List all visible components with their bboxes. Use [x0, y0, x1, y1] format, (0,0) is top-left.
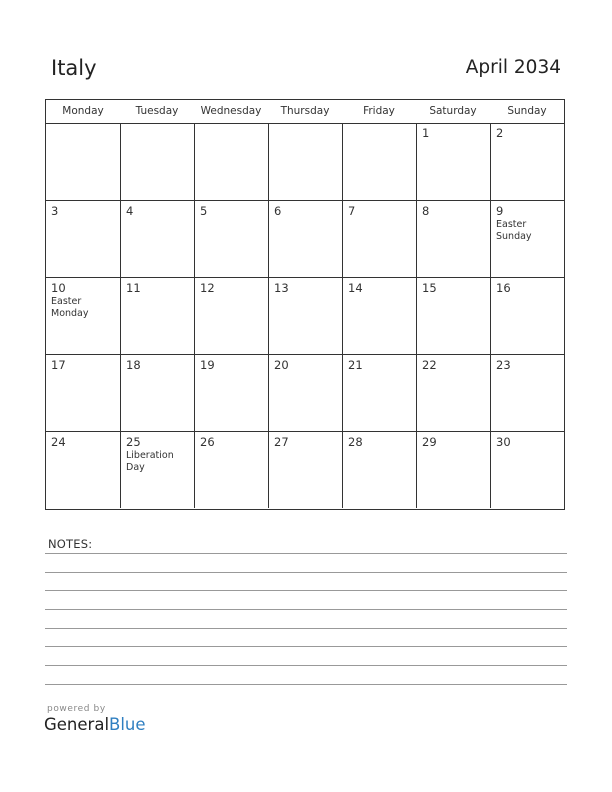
day-cell	[490, 123, 564, 200]
day-number: 3	[51, 204, 59, 218]
day-cell	[416, 354, 490, 431]
day-cell	[194, 200, 268, 277]
day-cell	[194, 431, 268, 508]
weekday-tuesday: Tuesday	[135, 105, 179, 117]
day-cell	[268, 277, 342, 354]
day-cell	[120, 123, 194, 200]
day-cell	[342, 431, 416, 508]
weekday-monday: Monday	[62, 105, 104, 117]
day-number: 30	[496, 435, 511, 449]
day-cell	[194, 123, 268, 200]
calendar-grid	[45, 99, 565, 510]
month-title: April 2034	[465, 57, 561, 78]
weekday-thursday: Thursday	[280, 105, 330, 117]
day-cell	[416, 431, 490, 508]
day-number: 8	[422, 204, 430, 218]
holiday-label: Liberation Day	[126, 450, 174, 473]
day-cell	[268, 431, 342, 508]
day-cell	[268, 200, 342, 277]
notes-label: NOTES:	[48, 537, 93, 551]
weekday-friday: Friday	[363, 105, 395, 117]
day-number: 27	[274, 435, 289, 449]
day-cell	[120, 200, 194, 277]
day-number: 16	[496, 281, 511, 295]
day-cell	[416, 277, 490, 354]
day-number: 19	[200, 358, 215, 372]
day-cell	[268, 354, 342, 431]
day-cell	[342, 123, 416, 200]
day-number: 21	[348, 358, 363, 372]
day-cell	[120, 354, 194, 431]
day-cell	[120, 277, 194, 354]
day-cell	[342, 354, 416, 431]
notes-line	[45, 590, 567, 591]
notes-line	[45, 572, 567, 573]
day-cell	[120, 431, 194, 508]
weekday-saturday: Saturday	[429, 105, 477, 117]
day-number: 9	[496, 204, 504, 218]
day-cell	[46, 431, 120, 508]
day-number: 7	[348, 204, 356, 218]
weekday-sunday: Sunday	[507, 105, 547, 117]
day-number: 10	[51, 281, 66, 295]
day-cell	[490, 277, 564, 354]
day-cell	[268, 123, 342, 200]
day-cell	[490, 354, 564, 431]
day-cell	[342, 200, 416, 277]
notes-line	[45, 646, 567, 647]
day-number: 22	[422, 358, 437, 372]
day-number: 18	[126, 358, 141, 372]
day-cell	[416, 123, 490, 200]
day-cell	[46, 200, 120, 277]
day-cell	[490, 200, 564, 277]
day-number: 13	[274, 281, 289, 295]
day-cell	[490, 431, 564, 508]
day-number: 15	[422, 281, 437, 295]
powered-by-text: powered by	[47, 704, 106, 714]
day-number: 14	[348, 281, 363, 295]
day-number: 28	[348, 435, 363, 449]
holiday-label: Easter Sunday	[496, 219, 532, 242]
day-cell	[194, 354, 268, 431]
day-number: 20	[274, 358, 289, 372]
day-number: 12	[200, 281, 215, 295]
day-number: 2	[496, 126, 504, 140]
notes-line	[45, 684, 567, 685]
day-number: 6	[274, 204, 282, 218]
day-cell	[194, 277, 268, 354]
day-cell	[416, 200, 490, 277]
notes-line	[45, 553, 567, 554]
day-number: 1	[422, 126, 430, 140]
day-number: 4	[126, 204, 134, 218]
day-number: 26	[200, 435, 215, 449]
day-number: 25	[126, 435, 141, 449]
day-cell	[46, 123, 120, 200]
day-number: 17	[51, 358, 66, 372]
holiday-label: Easter Monday	[51, 296, 89, 319]
day-cell	[46, 277, 120, 354]
weekday-header-row	[46, 100, 564, 124]
day-number: 29	[422, 435, 437, 449]
day-cell	[46, 354, 120, 431]
day-number: 5	[200, 204, 208, 218]
notes-line	[45, 609, 567, 610]
generalblue-logo	[44, 715, 146, 734]
logo-general: General	[44, 715, 110, 734]
logo-blue: Blue	[109, 715, 146, 734]
day-number: 23	[496, 358, 511, 372]
day-cell	[342, 277, 416, 354]
day-number: 24	[51, 435, 66, 449]
day-number: 11	[126, 281, 141, 295]
notes-line	[45, 665, 567, 666]
brand-footer	[44, 704, 146, 734]
weekday-wednesday: Wednesday	[200, 105, 262, 117]
country-title: Italy	[51, 56, 97, 80]
notes-line	[45, 628, 567, 629]
